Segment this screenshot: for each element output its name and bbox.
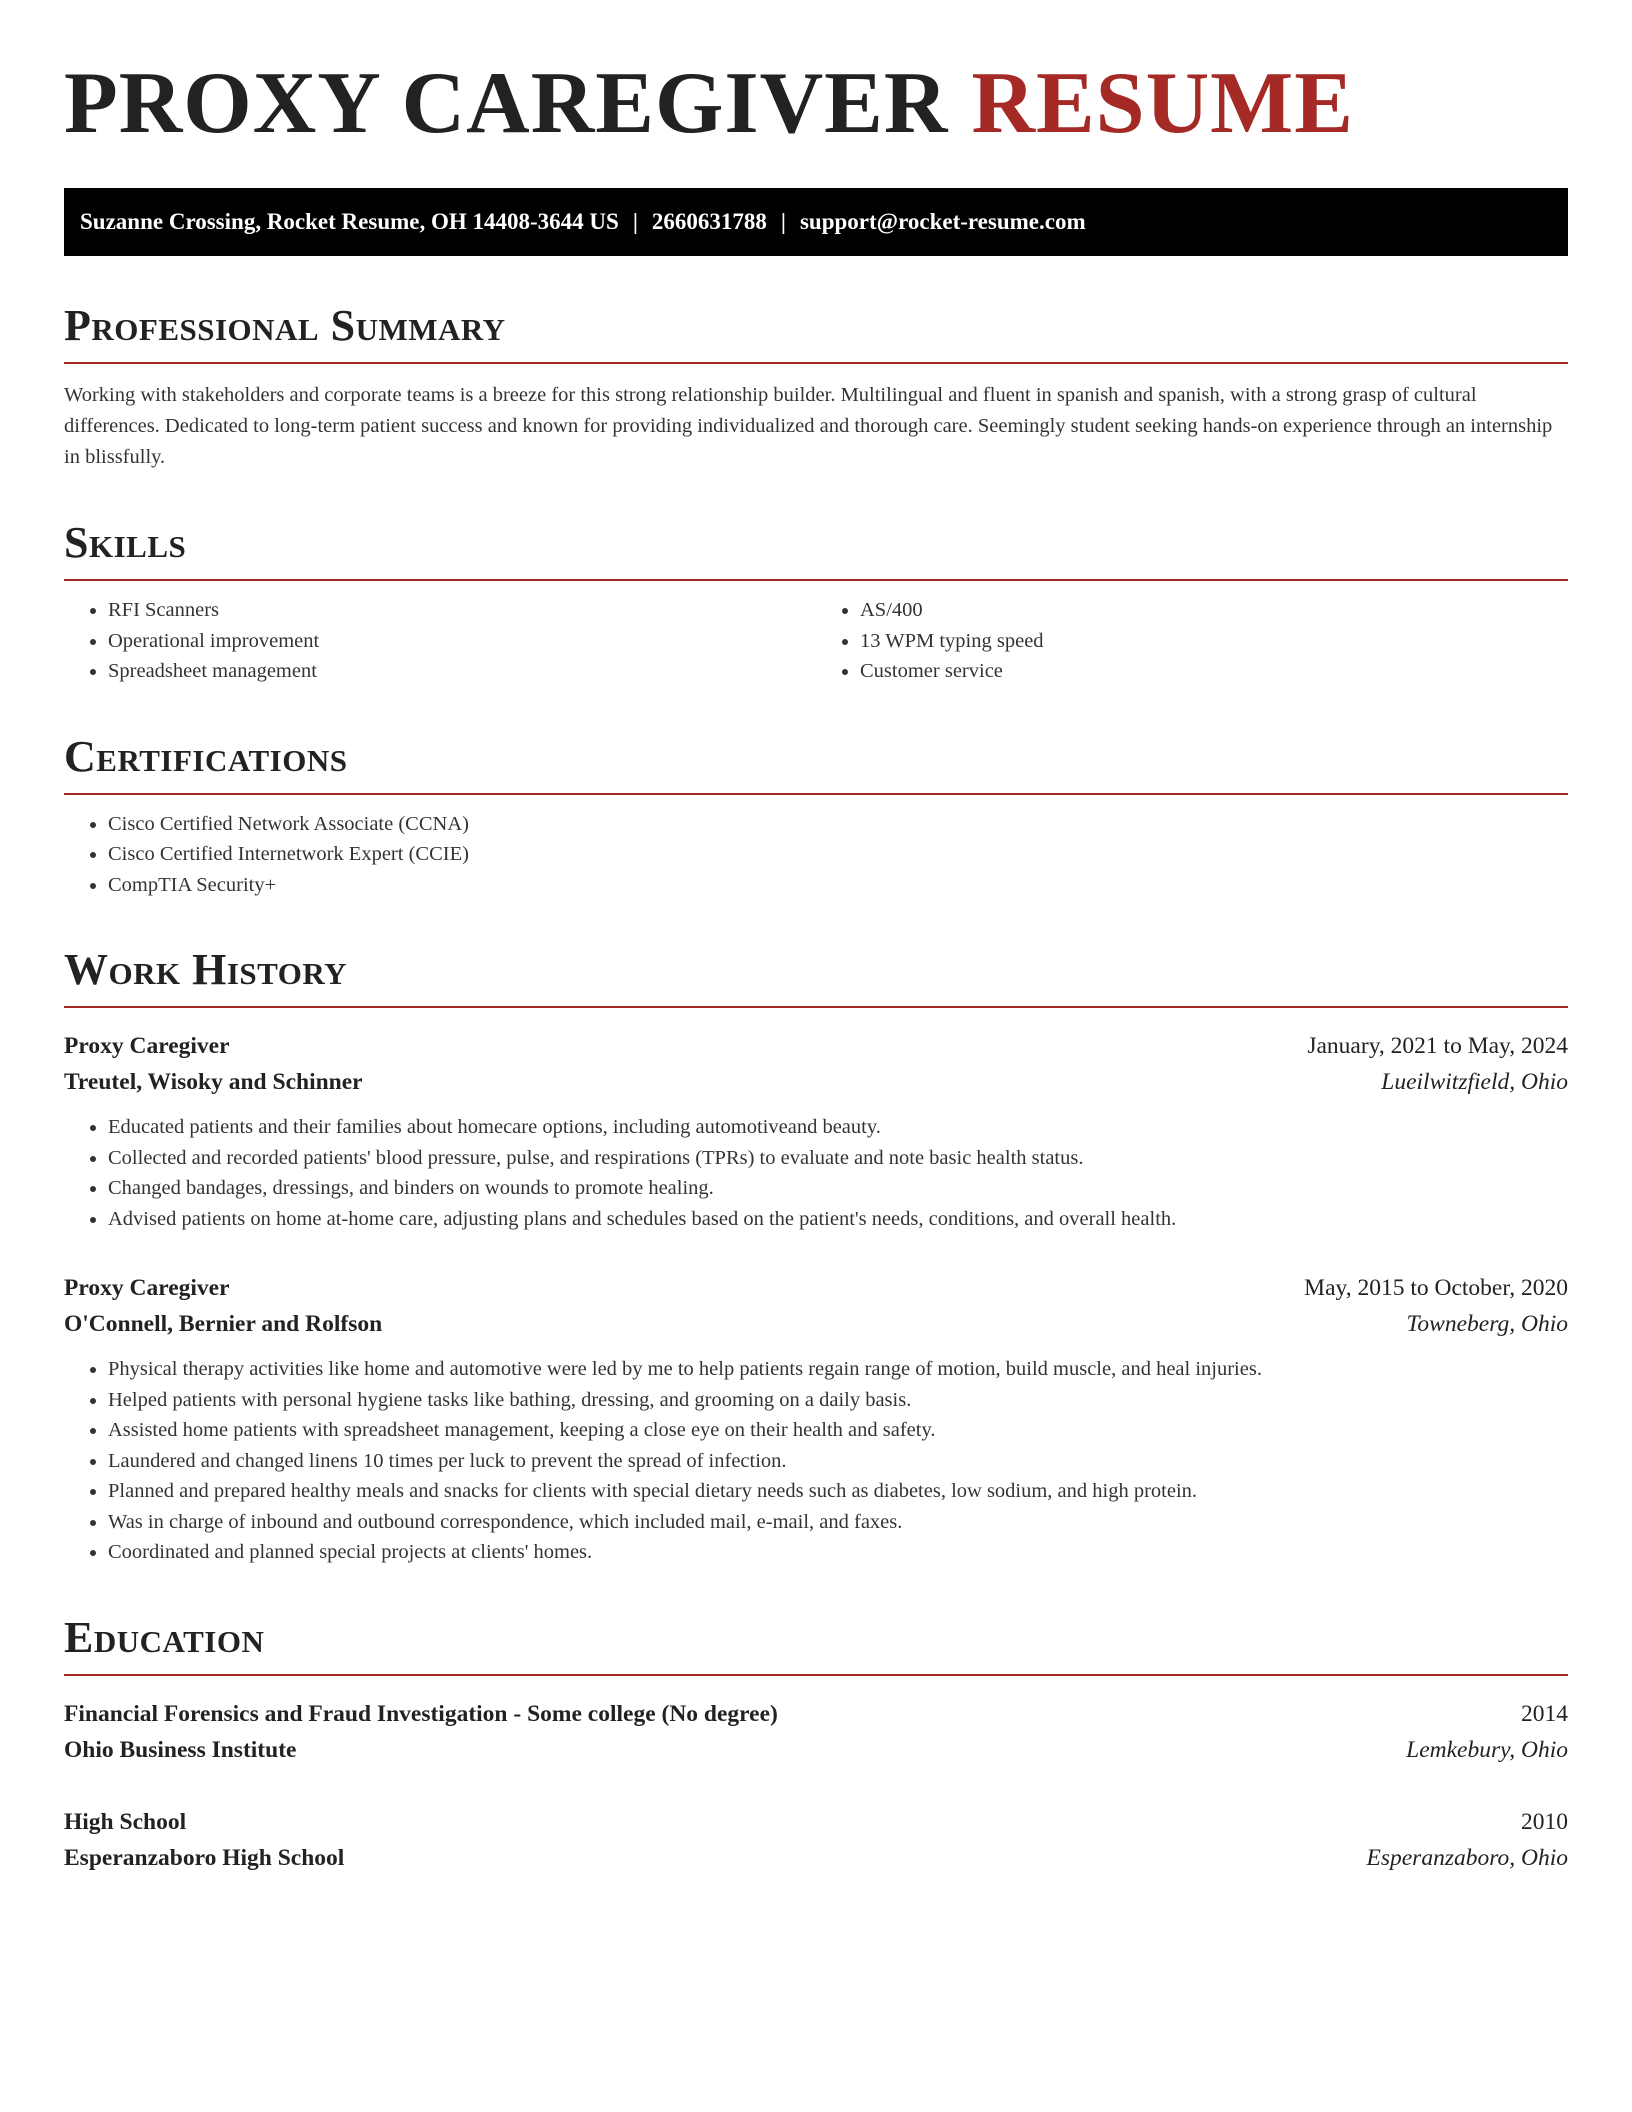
- certifications-list: [64, 809, 1568, 901]
- job-location: Lueilwitzfield, Ohio: [1381, 1069, 1568, 1095]
- skill-item: • RFI Scanners: [108, 595, 816, 626]
- skills-grid: [64, 595, 1568, 687]
- summary-text: Working with stakeholders and corporate teams is a breeze for this strong relationship builder. Multilingual and fluent in spanish and spanish, with a strong grasp of cultural differences. Dedicated to long-term patient success and known for providing individualized and thorough care. Seemingly student seeking hands-on experience through an internship in blissfully.: [64, 384, 1553, 468]
- education-year: 2010: [1521, 1808, 1568, 1835]
- education-location: Lemkebury, Ohio: [1406, 1736, 1568, 1763]
- contact-separator: |: [632, 209, 638, 234]
- title-accent: RESUME: [971, 55, 1354, 152]
- education-school-row: [64, 1840, 1568, 1876]
- education-section: [64, 1612, 1568, 1876]
- job-duty: • Planned and prepared healthy meals and snacks for clients with special dietary needs such as diabetes, low sodium, and high protein.: [108, 1476, 1568, 1507]
- skill-item: • 13 WPM typing speed: [860, 626, 1568, 657]
- summary-section: [64, 300, 1568, 473]
- skill-item: • Spreadsheet management: [108, 656, 816, 687]
- skill-item: • Customer service: [860, 656, 1568, 687]
- job-dates: May, 2015 to October, 2020: [1304, 1275, 1568, 1301]
- education-header-row: [64, 1696, 1568, 1732]
- job-header-row: [64, 1270, 1568, 1306]
- education-header-row: [64, 1804, 1568, 1840]
- education-degree: High School: [64, 1808, 187, 1835]
- contact-bar: [64, 188, 1568, 256]
- job-duty: • Coordinated and planned special projects at clients' homes.: [108, 1537, 1568, 1568]
- section-heading-certifications: Certifications: [64, 731, 1568, 795]
- education-school: Ohio Business Institute: [64, 1736, 297, 1763]
- job-duty: • Laundered and changed linens 10 times per luck to prevent the spread of infection.: [108, 1446, 1568, 1477]
- job-company-row: [64, 1306, 1568, 1342]
- job-dates: January, 2021 to May, 2024: [1307, 1033, 1568, 1059]
- job-duties-list: [64, 1112, 1568, 1234]
- job-title: Proxy Caregiver: [64, 1033, 230, 1059]
- section-heading-skills: Skills: [64, 517, 1568, 581]
- job-company-row: [64, 1064, 1568, 1100]
- certification-item: • Cisco Certified Network Associate (CCNA): [108, 809, 1568, 840]
- certification-item: • Cisco Certified Internetwork Expert (CCIE): [108, 839, 1568, 870]
- education-year: 2014: [1521, 1700, 1568, 1727]
- contact-email[interactable]: support@rocket-resume.com: [799, 209, 1086, 234]
- job-duty: • Educated patients and their families about homecare options, including automotiveand beauty.: [108, 1112, 1568, 1143]
- job-entry: [64, 1270, 1568, 1568]
- education-degree: Financial Forensics and Fraud Investigation - Some college (No degree): [64, 1700, 778, 1727]
- education-school-row: [64, 1732, 1568, 1768]
- job-duty: • Assisted home patients with spreadsheet management, keeping a close eye on their health and safety.: [108, 1415, 1568, 1446]
- job-location: Towneberg, Ohio: [1406, 1311, 1568, 1337]
- contact-phone: 2660631788: [651, 209, 767, 234]
- job-duty: • Advised patients on home at-home care, adjusting plans and schedules based on the patient's needs, conditions, and overall health.: [108, 1204, 1568, 1235]
- resume-title: [64, 56, 1568, 152]
- job-company: O'Connell, Bernier and Rolfson: [64, 1311, 383, 1337]
- job-duty: • Was in charge of inbound and outbound correspondence, which included mail, e-mail, and faxes.: [108, 1507, 1568, 1538]
- contact-separator: |: [780, 209, 786, 234]
- job-duty: • Collected and recorded patients' blood pressure, pulse, and respirations (TPRs) to evaluate and note basic health status.: [108, 1143, 1568, 1174]
- job-entry: [64, 1028, 1568, 1234]
- job-header-row: [64, 1028, 1568, 1064]
- job-company: Treutel, Wisoky and Schinner: [64, 1069, 363, 1095]
- education-school: Esperanzaboro High School: [64, 1844, 345, 1871]
- certification-item: • CompTIA Security+: [108, 870, 1568, 901]
- section-heading-education: Education: [64, 1612, 1568, 1676]
- education-entry: [64, 1804, 1568, 1876]
- job-duties-list: [64, 1354, 1568, 1568]
- job-title: Proxy Caregiver: [64, 1275, 230, 1301]
- certifications-section: [64, 731, 1568, 901]
- section-heading-summary: Professional Summary: [64, 300, 1568, 364]
- skill-item: • Operational improvement: [108, 626, 816, 657]
- title-main: PROXY CAREGIVER: [64, 55, 949, 152]
- job-duty: • Helped patients with personal hygiene tasks like bathing, dressing, and grooming on a daily basis.: [108, 1385, 1568, 1416]
- education-location: Esperanzaboro, Ohio: [1366, 1844, 1568, 1871]
- job-duty: • Physical therapy activities like home and automotive were led by me to help patients regain range of motion, build muscle, and heal injuries.: [108, 1354, 1568, 1385]
- skills-section: [64, 517, 1568, 687]
- job-duty: • Changed bandages, dressings, and binders on wounds to promote healing.: [108, 1173, 1568, 1204]
- contact-address: Suzanne Crossing, Rocket Resume, OH 14408-3644 US: [80, 209, 619, 234]
- work-history-section: [64, 944, 1568, 1568]
- skills-list-left: [64, 595, 816, 687]
- skill-item: • AS/400: [860, 595, 1568, 626]
- skills-list-right: [816, 595, 1568, 687]
- section-heading-work-history: Work History: [64, 944, 1568, 1008]
- education-entry: [64, 1696, 1568, 1768]
